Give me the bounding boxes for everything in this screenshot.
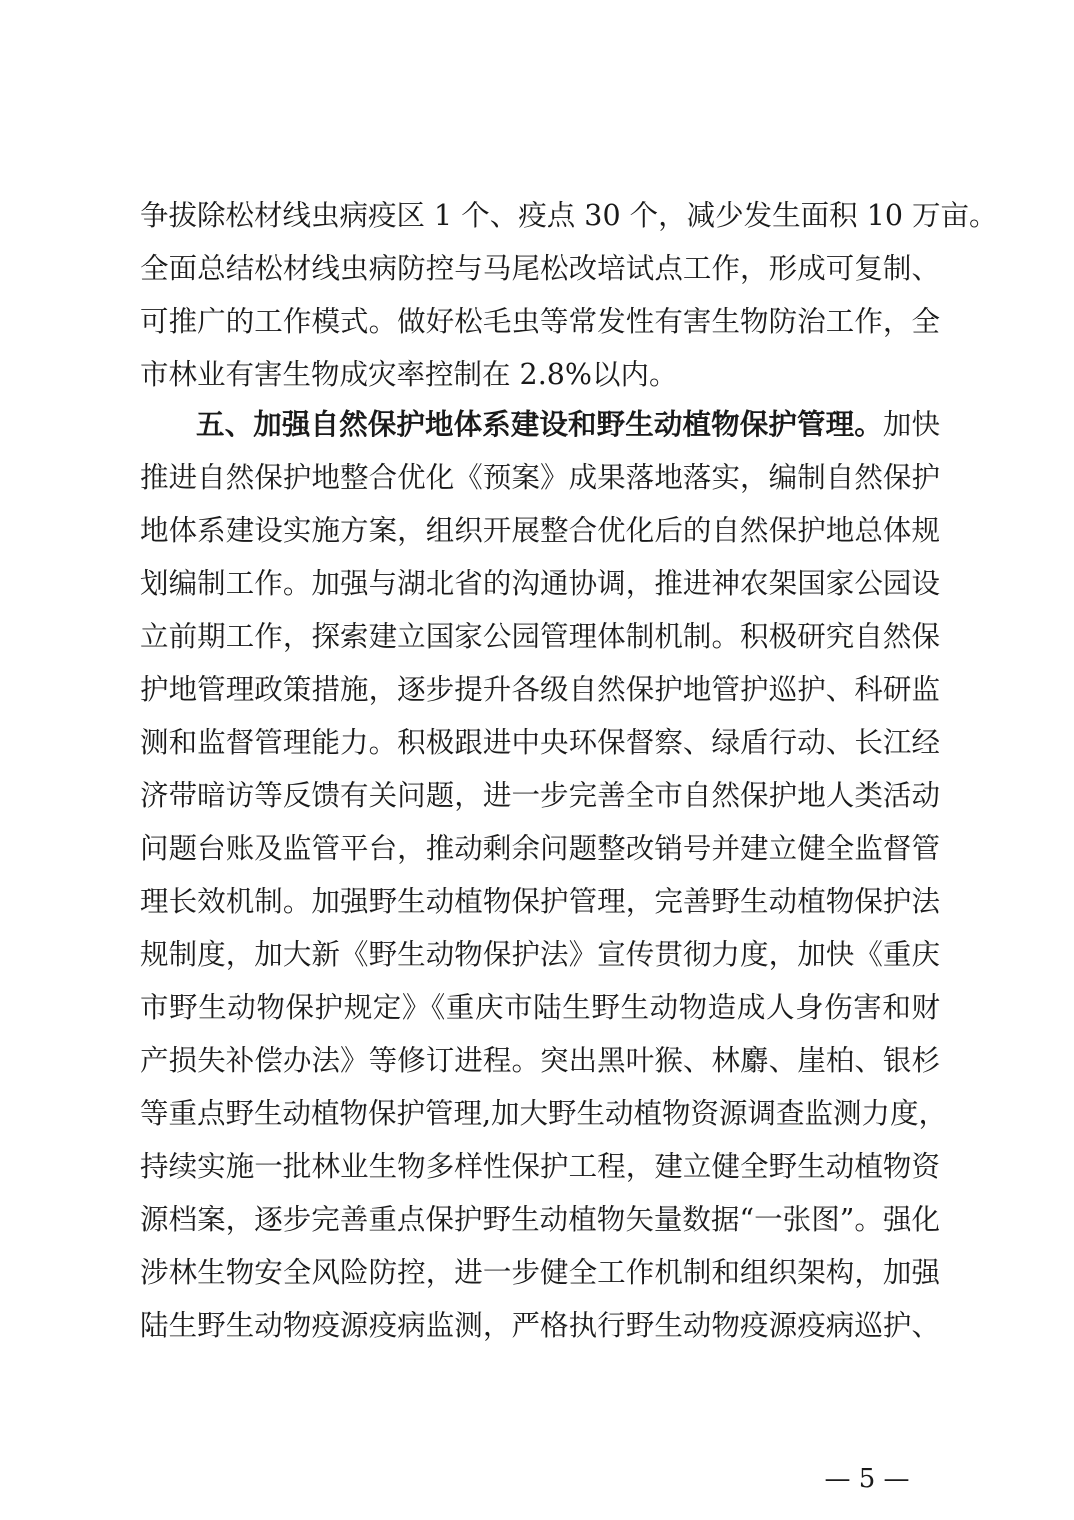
paragraph-line: 陆生野生动物疫源疫病监测，严格执行野生动物疫源疫病巡护、 <box>140 1309 940 1342</box>
paragraph-line: 持续实施一批林业生物多样性保护工程，建立健全野生动植物资 <box>140 1150 940 1183</box>
paragraph-line: 市林业有害生物成灾率控制在 2.8%以内。 <box>140 358 678 391</box>
paragraph-line: 测和监督管理能力。积极跟进中央环保督察、绿盾行动、长江经 <box>140 726 940 759</box>
paragraph-line: 护地管理政策措施，逐步提升各级自然保护地管护巡护、科研监 <box>140 673 940 706</box>
paragraph-line: 规制度，加大新《野生动物保护法》宣传贯彻力度，加快《重庆 <box>140 938 940 971</box>
paragraph-line: 产损失补偿办法》等修订进程。突出黑叶猴、林麝、崖柏、银杉 <box>140 1044 940 1077</box>
paragraph-line: 地体系建设实施方案，组织开展整合优化后的自然保护地总体规 <box>140 514 940 547</box>
paragraph-line: 市野生动物保护规定》《重庆市陆生野生动物造成人身伤害和财 <box>140 991 940 1024</box>
paragraph-line: 划编制工作。加强与湖北省的沟通协调，推进神农架国家公园设 <box>140 567 940 600</box>
paragraph-line: 涉林生物安全风险防控，进一步健全工作机制和组织架构，加强 <box>140 1256 940 1289</box>
paragraph-line: 推进自然保护地整合优化《预案》成果落地落实，编制自然保护 <box>140 461 940 494</box>
paragraph-line: 争拔除松材线虫病疫区 1 个、疫点 30 个，减少发生面积 10 万亩。 <box>140 199 998 232</box>
section-heading: 五、加强自然保护地体系建设和野生动植物保护管理。 <box>196 408 883 441</box>
paragraph-line: 可推广的工作模式。做好松毛虫等常发性有害生物防治工作，全 <box>140 305 940 338</box>
paragraph-line: 源档案，逐步完善重点保护野生动植物矢量数据“一张图”。强化 <box>140 1203 940 1236</box>
paragraph-line: 全面总结松材线虫病防控与马尾松改培试点工作，形成可复制、 <box>140 252 940 285</box>
paragraph-line: 济带暗访等反馈有关问题，进一步完善全市自然保护地人类活动 <box>140 779 940 812</box>
page-number: — 5 — <box>824 1464 910 1494</box>
section-heading-line <box>196 405 940 445</box>
paragraph-line: 等重点野生动植物保护管理,加大野生动植物资源调查监测力度， <box>140 1097 948 1130</box>
paragraph-line: 问题台账及监管平台，推动剩余问题整改销号并建立健全监督管 <box>140 832 940 865</box>
section-heading-tail: 加快 <box>882 408 940 441</box>
paragraph-line: 理长效机制。加强野生动植物保护管理，完善野生动植物保护法 <box>140 885 940 918</box>
paragraph-line: 立前期工作，探索建立国家公园管理体制机制。积极研究自然保 <box>140 620 940 653</box>
